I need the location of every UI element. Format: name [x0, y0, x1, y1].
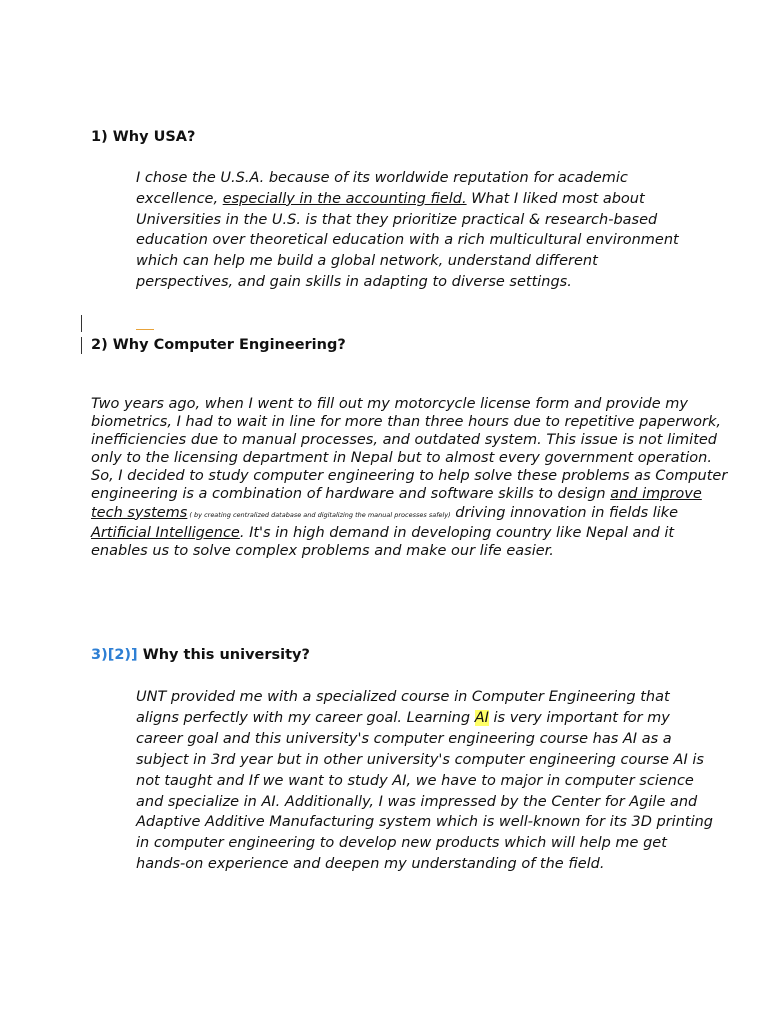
paragraph-text: driving innovation in fields like	[450, 504, 679, 521]
change-bar	[81, 315, 82, 332]
paragraph-why-computer-engineering	[91, 395, 731, 560]
paragraph-text: I chose the U.S.A. because of its worldwide reputation for academic excellence,	[136, 170, 628, 207]
highlighted-text: AI	[474, 709, 489, 726]
revision-mark	[136, 329, 154, 330]
paragraph-text: . It's in high demand in developing country like Nepal and it enables us to solve complex problems and make our life easier.	[91, 524, 675, 559]
paragraph-text: What I liked most about Universities in the U.S. is that they prioritize practical & research-based education over theoretical education with a rich multicultural environment which can help me build a global network, understand different perspectives, and gain skills in adapting to diverse settings.	[136, 190, 679, 290]
paragraph-why-usa	[136, 168, 696, 293]
small-annotation-text: ( by creating centralized database and digitalizing the manual processes safely)	[187, 510, 451, 519]
underlined-text: especially in the accounting field.	[222, 190, 467, 207]
underlined-text: and improve tech systems	[91, 486, 702, 521]
paragraph-text: UNT provided me with a specialized course in Computer Engineering that aligns perfectly with my career goal. Learning	[136, 689, 670, 726]
heading-text: Why this university?	[137, 647, 310, 663]
heading-why-this-university	[91, 646, 310, 664]
change-bar	[81, 337, 82, 354]
heading-why-usa: 1) Why USA?	[91, 129, 196, 145]
underlined-text: Artificial Intelligence	[91, 524, 240, 541]
paragraph-text: Two years ago, when I went to fill out my motorcycle license form and provide my biometrics, I had to wait in line for more than three hours due to repetitive paperwork, inefficiencies due to manual processes, and outdated system. This issue is not limited only to the licensing department in Nepal but to almost every government operation. So, I decided to study computer engineering to help solve these problems as Computer engineering is a combination of hardware and software skills to design	[91, 396, 728, 503]
paragraph-text: is very important for my career goal and this university's computer engineering course has AI as a subject in 3rd year but in other university's computer engineering course AI is not taught and If we want to study AI, we have to major in computer science and specialize in AI. Additionally, I was impressed by the Center for Agile and Adaptive Additive Manufacturing system which is well-known for its 3D printing in computer engineering to develop new products which will help me get hands-on experience and deepen my understanding of the field.	[136, 709, 713, 873]
heading-why-computer-engineering: 2) Why Computer Engineering?	[91, 337, 346, 353]
tracked-change-number: 3)[2)]	[91, 647, 138, 663]
paragraph-why-this-university	[136, 687, 716, 875]
